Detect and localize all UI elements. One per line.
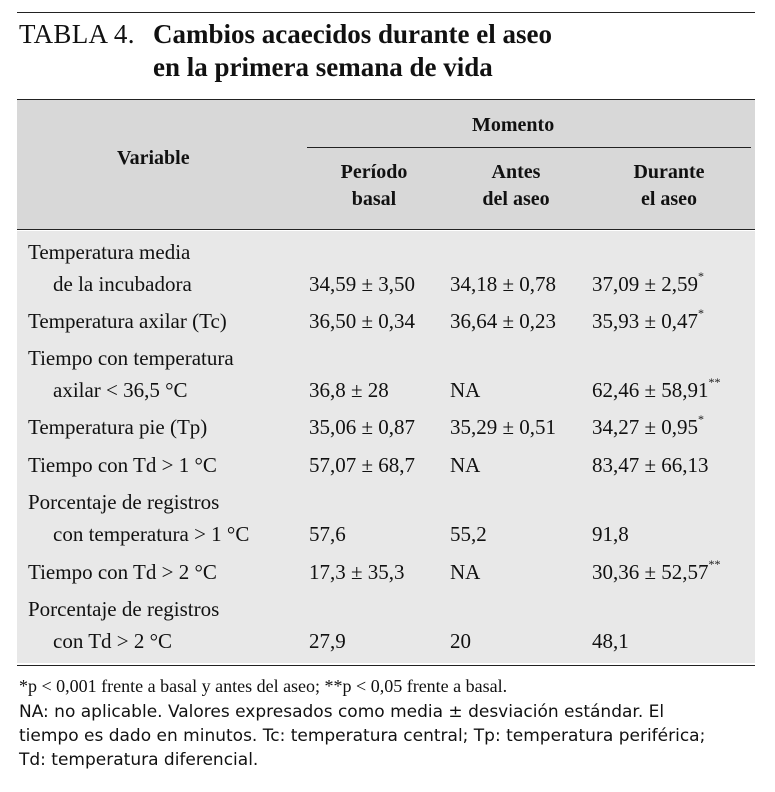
cell-durante: 30,36 ± 52,57**	[592, 557, 721, 584]
table-label: TABLA 4.	[19, 19, 135, 49]
footnote-line-3: tiempo es dado en minutos. Tc: temperatura central; Tp: temperatura periférica;	[19, 726, 706, 746]
significance-mark: *	[698, 412, 705, 426]
row-variable: Porcentaje de registros	[28, 597, 220, 621]
cell-basal: 34,59 ± 3,50	[309, 272, 416, 296]
cell-antes: NA	[450, 453, 481, 477]
significance-mark: **	[708, 375, 721, 389]
row-variable: Tiempo con Td > 2 °C	[28, 560, 217, 584]
cell-antes: 35,29 ± 0,51	[450, 415, 557, 439]
title-line-1: Cambios acaecidos durante el aseo	[153, 19, 552, 49]
momento-rule	[307, 147, 751, 148]
cell-basal: 57,07 ± 68,7	[309, 453, 416, 477]
cell-antes: 36,64 ± 0,23	[450, 309, 557, 333]
cell-durante: 91,8	[592, 522, 629, 546]
significance-mark: *	[698, 269, 705, 283]
cell-basal: 36,8 ± 28	[309, 378, 389, 402]
row-variable-cont: con Td > 2 °C	[53, 629, 173, 653]
row-variable: Temperatura axilar (Tc)	[28, 309, 227, 333]
cell-durante: 48,1	[592, 629, 629, 653]
cell-durante: 62,46 ± 58,91**	[592, 375, 721, 402]
data-table	[17, 99, 755, 666]
header-momento: Momento	[472, 114, 555, 136]
table-row	[17, 237, 755, 299]
header-col-basal: Período basal	[340, 161, 408, 210]
row-variable-cont: de la incubadora	[53, 272, 192, 296]
cell-basal: 35,06 ± 0,87	[309, 415, 416, 439]
cell-basal: 57,6	[309, 522, 346, 546]
row-variable-cont: con temperatura > 1 °C	[53, 522, 250, 546]
table-header	[17, 100, 755, 230]
cell-durante: 34,27 ± 0,95*	[592, 412, 705, 439]
top-rule	[17, 12, 755, 13]
footnote-line-4: Td: temperatura diferencial.	[19, 750, 259, 770]
significance-mark: *	[698, 306, 705, 320]
cell-basal: 36,50 ± 0,34	[309, 309, 416, 333]
title-line-2: en la primera semana de vida	[153, 52, 493, 82]
header-variable: Variable	[117, 147, 190, 169]
cell-antes: 34,18 ± 0,78	[450, 272, 557, 296]
cell-antes: NA	[450, 378, 481, 402]
cell-durante: 83,47 ± 66,13	[592, 453, 709, 477]
cell-basal: 17,3 ± 35,3	[309, 560, 405, 584]
row-variable: Tiempo con temperatura	[28, 346, 234, 370]
footnote-line-2: NA: no aplicable. Valores expresados como media ± desviación estándar. El	[19, 702, 665, 722]
row-variable: Temperatura media	[28, 240, 191, 264]
cell-antes: 20	[450, 629, 471, 653]
header-col-antes: Antes del aseo	[482, 161, 550, 210]
significance-mark: **	[708, 557, 721, 571]
footnote-significance: *p < 0,001 frente a basal y antes del aseo; **p < 0,05 frente a basal.	[19, 676, 508, 696]
cell-basal: 27,9	[309, 629, 346, 653]
row-variable: Porcentaje de registros	[28, 490, 220, 514]
header-col-durante: Durante el aseo	[633, 161, 705, 210]
row-variable: Tiempo con Td > 1 °C	[28, 453, 217, 477]
row-variable: Temperatura pie (Tp)	[28, 415, 208, 439]
cell-antes: 55,2	[450, 522, 487, 546]
cell-durante: 37,09 ± 2,59*	[592, 269, 705, 296]
cell-antes: NA	[450, 560, 481, 584]
row-variable-cont: axilar < 36,5 °C	[53, 378, 188, 402]
cell-durante: 35,93 ± 0,47*	[592, 306, 705, 333]
table-body	[17, 231, 755, 663]
